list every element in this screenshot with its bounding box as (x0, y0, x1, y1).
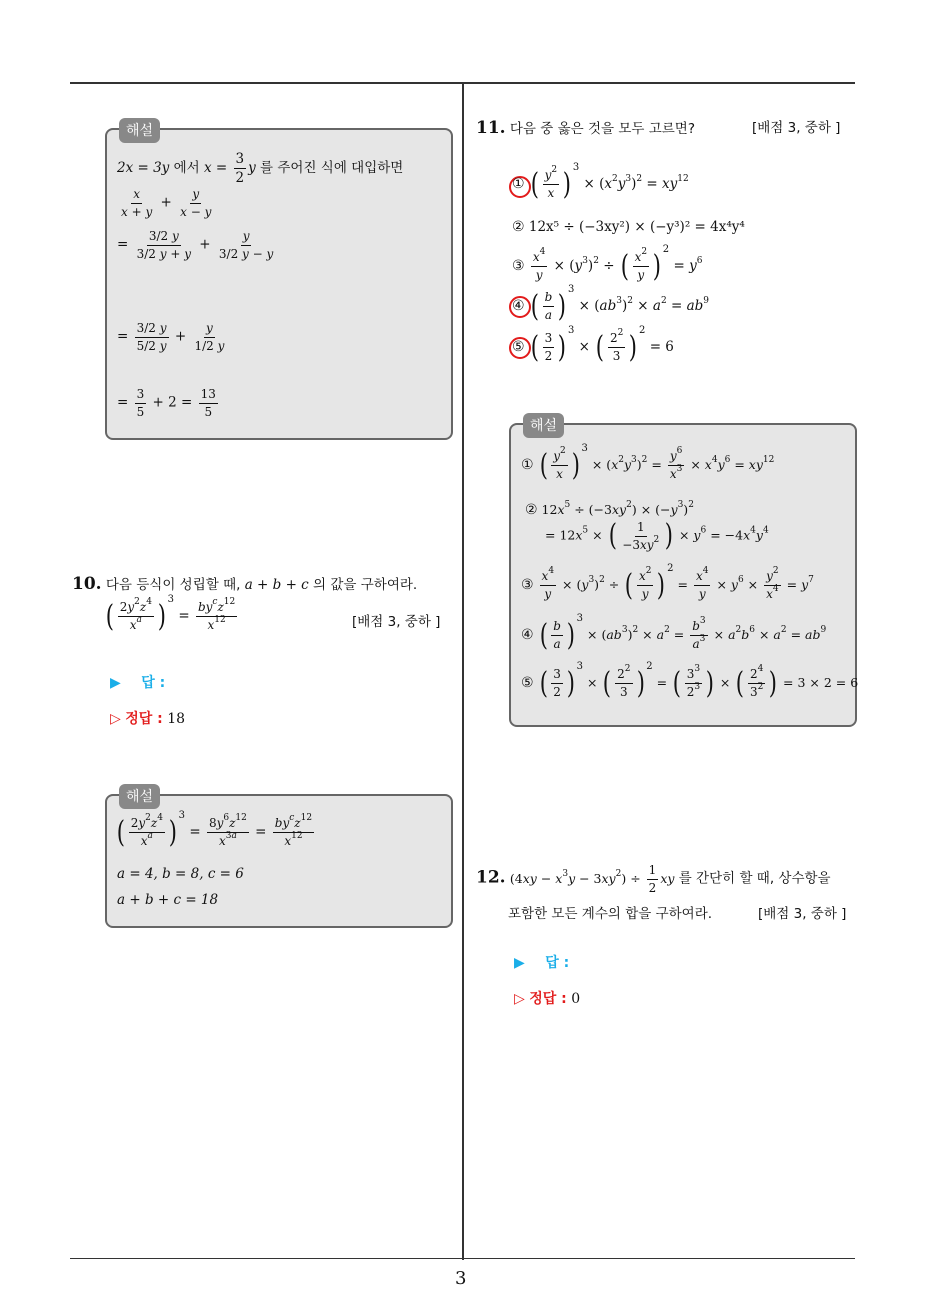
q10-score: [배점 3, 중하 ] (352, 614, 441, 630)
q12-question-line1: 12. $(4xy - x^3y - 3xy^2)$ ÷ $\frac{1}{2}$ xy 를 간단히 할 때, 상수항을 (476, 863, 831, 895)
q10-question: 10. 다음 등식이 성립할 때, a + b + c 의 값을 구하여라. (72, 574, 418, 594)
q9-sol-line4: = $\frac{3/2 y}{5/2 y}$ + $\frac{y}{1/2 y}$ (117, 321, 225, 353)
q9-sol-line5: = $\frac{3}{5}$ + 2 = $\frac{13}{5}$ (117, 387, 216, 419)
q11-solution-box (509, 418, 859, 727)
solution-tag: 해설 (523, 413, 564, 438)
q9-solution-box (105, 123, 453, 440)
q12-score: [배점 3, 중하 ] (758, 906, 847, 922)
q12-question-line2: 포함한 모든 계수의 합을 구하여라. (508, 906, 713, 922)
q11-sol-3: ③ $\frac{x^4}{y}$ × $(y^3)^2$ ÷ ( $\frac{x^2}{y}$ ) $^2$ = $\frac{x^4}{y}$ × $y^6$ × $\frac{y^2}{x^4}$ = $y^7$ (521, 563, 814, 603)
answer-arrow-icon: ▶ (514, 955, 525, 971)
q11-choice-3: ③ $\frac{x^4}{y}$ × $(y^3)^2$ ÷ ( $\frac{x^2}{y}$ ) $^2 = y^6$ (512, 244, 703, 284)
correct-arrow-icon: ▷ (514, 991, 525, 1007)
q12-answer-line: ▶ 답 : (514, 955, 570, 971)
page-number: 3 (455, 1268, 467, 1289)
q11-score: [배점 3, 중하 ] (752, 120, 841, 136)
q11-sol-4: ④ ( $\frac{b}{a}$ ) $^3 \times (ab^3)^2 \times a^2$ = $\frac{b^3}{a^3}$ × $a^2b^6 \times a^2 = ab^9$ (521, 613, 827, 653)
q11-choice-4: ④ ( $\frac{b}{a}$ ) $^3 \times (ab^3)^2 \times a^2 = ab^9$ (512, 284, 710, 324)
correct-arrow-icon: ▷ (110, 711, 121, 727)
q11-question: 11. 다음 중 옳은 것을 모두 고르면? (476, 118, 695, 138)
q11-sol-1: ① ( $\frac{y^2}{x}$ ) $^3 \times (x^2y^3)^2$ = $\frac{y^6}{x^3}$ × $x^4y^6 = xy^{12}$ (521, 443, 775, 483)
q11-sol-2b: = $12x^5$ × ( $\frac{1}{-3xy^2}$ ) × $y^6 = -4x^4y^4$ (545, 518, 769, 554)
q11-choice-2: ② 12x⁵ ÷ (−3xy²) × (−y³)² = 4x⁴y⁴ (512, 219, 745, 235)
answer-arrow-icon: ▶ (110, 675, 121, 691)
q9-sol-line1: 2x = 3y 에서 x = $\frac{3}{2}$ y 를 주어진 식에 대입하면 (117, 151, 404, 187)
q10-sol-line2: a = 4, b = 8, c = 6 (117, 866, 244, 882)
solution-tag: 해설 (119, 118, 160, 143)
q11-choice-5: ⑤ ( $\frac{3}{2}$ ) $^3$ × ( $\frac{2^2}{3}$ ) $^2$ = 6 (512, 325, 674, 365)
q10-sol-line1: ( $\frac{2y^2z^4}{x^a}$ ) $^3$ = $\frac{8y^6z^{12}}{x^{3a}}$ = $by^cz^{12}$ $x^{12}$ (116, 810, 313, 850)
q9-sol-line3: = $\frac{3/2 y}{3/2 y + y}$ + $\frac{y}{3/2 y - y}$ (117, 229, 274, 261)
q10-answer-line: ▶ 답 : (110, 675, 166, 691)
q10-sol-line3: a + b + c = 18 (117, 892, 219, 908)
q10-correct-value: 18 (167, 711, 186, 727)
q11-sol-5: ⑤ ( $\frac{3}{2}$ ) $^3$ × ( $\frac{2^2}{3}$ ) $^2$ = ( $\frac{3^3}{2^3}$ ) × ( $\frac{2^4}{3^2}$ ) = 3 × 2 = 6 (521, 661, 859, 701)
q10-equation: ( $\frac{2y^2z^4}{x^a}$ ) $^3$ = $by^cz^{12}$ $x^{12}$ (105, 594, 236, 634)
bottom-rule (70, 1258, 855, 1259)
q12-correct-line: ▷ 정답 : 0 (514, 991, 581, 1007)
q10-correct-line: ▷ 정답 : 18 (110, 711, 186, 727)
q10-solution-box (105, 789, 453, 928)
q12-correct-value: 0 (571, 991, 581, 1007)
q11-sol-2a: ② $12x^5 \div (-3xy^2) \times (-y^3)^2$ (525, 500, 694, 518)
column-divider (462, 82, 464, 1260)
q11-choice-1: ① ( $\frac{y^2}{x}$ ) $^3 \times (x^2y^3)^2 = xy^{12}$ (512, 162, 689, 202)
solution-tag: 해설 (119, 784, 160, 809)
q9-sol-line2: $\frac{x}{x + y}$ + $\frac{y}{x - y}$ (121, 187, 212, 219)
